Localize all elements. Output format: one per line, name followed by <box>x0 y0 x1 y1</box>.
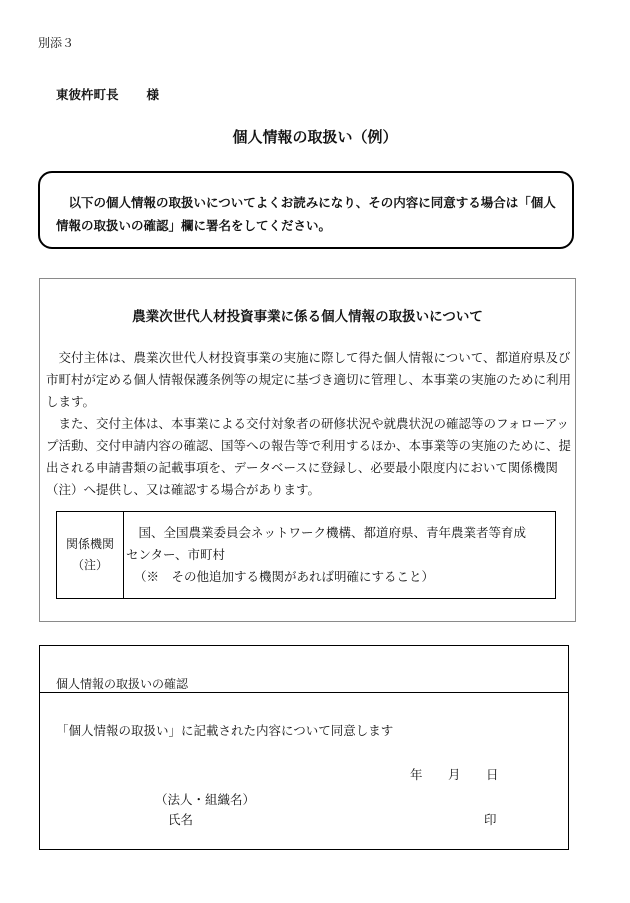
confirmation-heading: 個人情報の取扱いの確認 <box>40 646 568 693</box>
attachment-label: 別添３ <box>38 36 75 50</box>
info-box <box>39 278 576 622</box>
org-header-line1: 関係機関 <box>65 537 114 551</box>
info-body <box>46 347 571 501</box>
agreement-text: 「個人情報の取扱い」に記載された内容について同意します <box>56 723 394 738</box>
notice-text: 以下の個人情報の取扱いについてよくお読みになり、その内容に同意する場合は「個人情報の取扱いの確認」欄に署名をしてください。 <box>56 195 556 233</box>
org-line2: センター、市町村 <box>126 547 226 562</box>
org-table-content <box>124 512 556 599</box>
org-header-line2: （注） <box>71 558 108 572</box>
addressee-honorific: 様 <box>146 87 160 102</box>
seal-mark: 印 <box>484 812 497 827</box>
info-paragraph: 交付主体は、農業次世代人材投資事業の実施に際して得た個人情報について、都道府県及び市町村が定める個人情報保護条例等の規定に基づき適切に管理し、本事業の実施のために利用します。 <box>46 350 572 409</box>
date-day: 日 <box>486 767 499 782</box>
org-line3: （※ その他追加する機関があれば明確にすること） <box>134 569 435 584</box>
date-field[interactable] <box>410 765 499 783</box>
page-title: 個人情報の取扱い（例） <box>232 128 398 146</box>
addressee-name: 東彼杵町長 <box>56 87 119 102</box>
org-table-header <box>57 512 124 599</box>
date-year: 年 <box>410 767 423 782</box>
org-line1: 国、全国農業委員会ネットワーク機構、都道府県、青年農業者等育成 <box>138 525 527 540</box>
name-label: 氏名 <box>168 812 194 827</box>
notice-box <box>38 171 574 249</box>
date-month: 月 <box>448 767 461 782</box>
corporation-label: （法人・組織名） <box>155 792 256 807</box>
confirmation-box <box>39 645 569 850</box>
addressee <box>56 85 159 103</box>
related-organizations-table <box>56 511 556 599</box>
info-paragraph: また、交付主体は、本事業による交付対象者の研修状況や就農状況の確認等のフォローアップ活動、交付申請内容の確認、国等への報告等で利用するほか、本事業等の実施のために、提出される申請書類の記載事項を、データベースに登録し、必要最小限度内において関係機関（注）へ提供し、又は確認する場合があります。 <box>46 416 572 497</box>
info-title: 農業次世代人材投資事業に係る個人情報の取扱いについて <box>132 309 483 325</box>
